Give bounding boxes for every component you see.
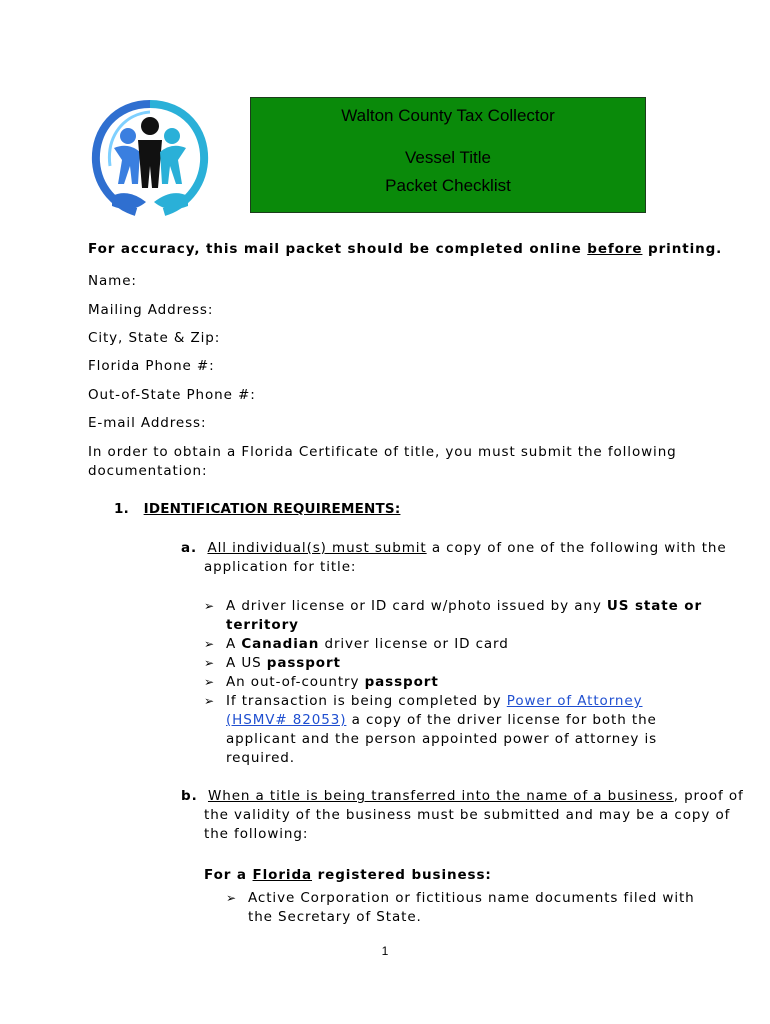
instructions-line-1: In order to obtain a Florida Certificate of title, you must submit the following bbox=[88, 444, 677, 460]
item-a-line-2: application for title: bbox=[204, 559, 357, 575]
hsmv-82053-link[interactable]: (HSMV# 82053) bbox=[226, 712, 347, 728]
bullet-foreign-passport: ➢ An out-of-country passport bbox=[204, 674, 439, 690]
header-office-name: Walton County Tax Collector bbox=[341, 106, 555, 125]
bullet-corporation-documents: ➢ Active Corporation or fictitious name documents filed with bbox=[226, 890, 695, 906]
header-document-subtitle: Packet Checklist bbox=[385, 176, 511, 195]
section-1-heading: 1. IDENTIFICATION REQUIREMENTS: bbox=[114, 501, 401, 517]
instructions-line-2: documentation: bbox=[88, 463, 208, 479]
arrow-bullet-icon: ➢ bbox=[204, 637, 215, 651]
bullet-driver-license: ➢ A driver license or ID card w/photo issued by any US state or bbox=[204, 598, 703, 614]
arrow-bullet-icon: ➢ bbox=[204, 599, 215, 613]
arrow-bullet-icon: ➢ bbox=[226, 891, 237, 905]
bullet-us-passport: ➢ A US passport bbox=[204, 655, 341, 671]
bullet-canadian-license: ➢ A Canadian driver license or ID card bbox=[204, 636, 509, 652]
bullet-power-of-attorney-line-4: required. bbox=[226, 750, 295, 766]
arrow-bullet-icon: ➢ bbox=[204, 694, 215, 708]
field-out-of-state-phone-label: Out-of-State Phone #: bbox=[88, 387, 256, 403]
header-document-title: Vessel Title bbox=[405, 148, 491, 167]
item-a-line-1: a. All individual(s) must submit a copy of one of the following with the bbox=[181, 540, 727, 556]
florida-business-heading: For a Florida registered business: bbox=[204, 867, 492, 883]
header-title-box bbox=[250, 97, 646, 213]
bullet-power-of-attorney-line-3: applicant and the person appointed power of attorney is bbox=[226, 731, 658, 747]
bullet-corporation-documents-line-2: the Secretary of State. bbox=[248, 909, 422, 925]
field-name-label: Name: bbox=[88, 273, 137, 289]
power-of-attorney-link[interactable]: Power of Attorney bbox=[506, 693, 643, 709]
field-email-label: E-mail Address: bbox=[88, 415, 207, 431]
bullet-power-of-attorney: ➢ If transaction is being completed by Power of Attorney bbox=[204, 693, 643, 709]
item-b-line-3: the following: bbox=[204, 826, 309, 842]
arrow-bullet-icon: ➢ bbox=[204, 656, 215, 670]
bullet-driver-license-line-2: territory bbox=[226, 617, 299, 633]
item-b-line-2: the validity of the business must be submitted and may be a copy of bbox=[204, 807, 731, 823]
bullet-power-of-attorney-line-2: (HSMV# 82053) a copy of the driver license for both the bbox=[226, 712, 657, 728]
accuracy-note: For accuracy, this mail packet should be completed online before printing. bbox=[88, 241, 723, 257]
walton-county-logo bbox=[88, 96, 212, 224]
item-b-line-1: b. When a title is being transferred into the name of a business, proof of bbox=[181, 788, 744, 804]
page-number: 1 bbox=[381, 944, 389, 958]
arrow-bullet-icon: ➢ bbox=[204, 675, 215, 689]
field-florida-phone-label: Florida Phone #: bbox=[88, 358, 215, 374]
field-mailing-address-label: Mailing Address: bbox=[88, 302, 214, 318]
field-city-state-zip-label: City, State & Zip: bbox=[88, 330, 221, 346]
